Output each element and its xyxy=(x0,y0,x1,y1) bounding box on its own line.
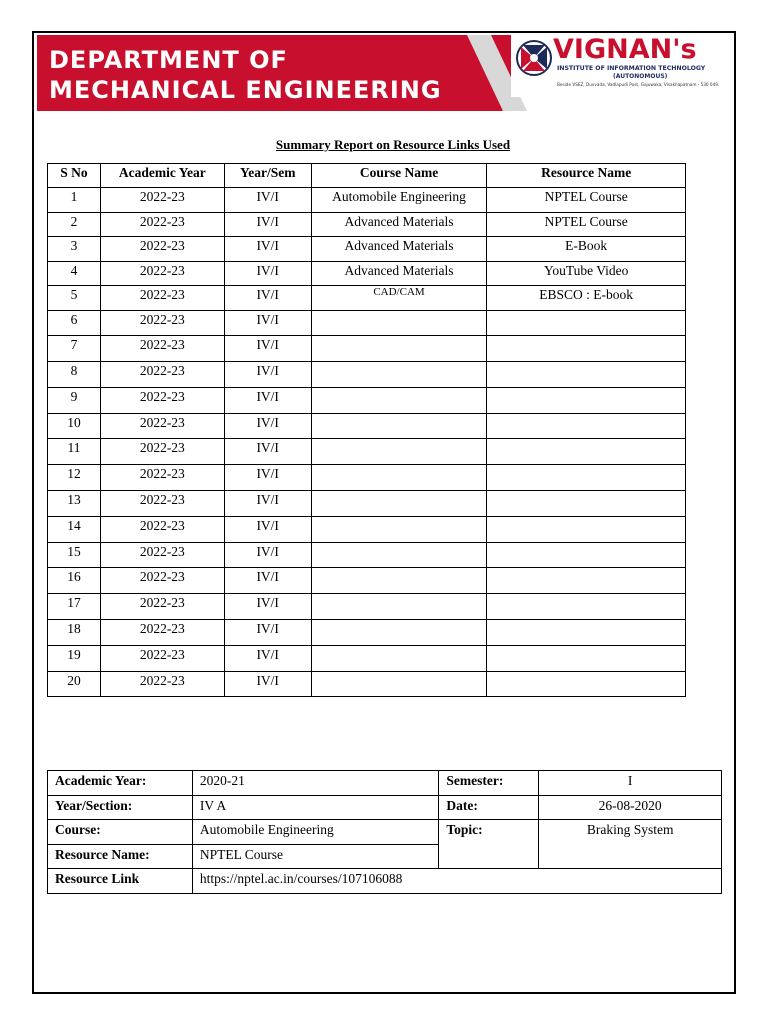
institute-name: VIGNAN's xyxy=(553,35,697,65)
cell-resource-name: NPTEL Course xyxy=(487,212,686,237)
cell-resource-name xyxy=(487,594,686,620)
cell-academic-year: 2022-23 xyxy=(100,645,224,671)
table-row xyxy=(48,261,686,286)
cell-course-name xyxy=(311,465,487,491)
year-section-value: IV A xyxy=(192,795,439,820)
cell-academic-year: 2022-23 xyxy=(100,465,224,491)
resource-info-table xyxy=(47,770,722,894)
cell-academic-year: 2022-23 xyxy=(100,237,224,262)
cell-resource-name xyxy=(487,387,686,413)
cell-resource-name xyxy=(487,542,686,568)
course-value: Automobile Engineering xyxy=(192,820,439,845)
resource-link-label: Resource Link xyxy=(48,869,193,894)
table-row xyxy=(48,465,686,491)
cell-resource-name: EBSCO : E-book xyxy=(487,286,686,311)
semester-label: Semester: xyxy=(439,771,539,796)
header-academic-year: Academic Year xyxy=(100,164,224,188)
cell-course-name: Advanced Materials xyxy=(311,261,487,286)
cell-sno: 9 xyxy=(48,387,101,413)
table-row xyxy=(48,620,686,646)
cell-year-sem: IV/I xyxy=(224,261,311,286)
table-row xyxy=(48,362,686,388)
cell-year-sem: IV/I xyxy=(224,188,311,213)
course-label: Course: xyxy=(48,820,193,845)
cell-resource-name: NPTEL Course xyxy=(487,188,686,213)
cell-academic-year: 2022-23 xyxy=(100,413,224,439)
cell-academic-year: 2022-23 xyxy=(100,310,224,336)
cell-sno: 6 xyxy=(48,310,101,336)
header-course-name: Course Name xyxy=(311,164,487,188)
cell-sno: 10 xyxy=(48,413,101,439)
cell-sno: 13 xyxy=(48,491,101,517)
cell-course-name xyxy=(311,491,487,517)
resource-name-label: Resource Name: xyxy=(48,844,193,869)
cell-academic-year: 2022-23 xyxy=(100,491,224,517)
cell-course-name xyxy=(311,594,487,620)
academic-year-value: 2020-21 xyxy=(192,771,439,796)
cell-sno: 7 xyxy=(48,336,101,362)
cell-year-sem: IV/I xyxy=(224,387,311,413)
table-row xyxy=(48,413,686,439)
resource-link-value[interactable]: https://nptel.ac.in/courses/107106088 xyxy=(192,869,721,894)
cell-academic-year: 2022-23 xyxy=(100,188,224,213)
cell-course-name: Advanced Materials xyxy=(311,237,487,262)
table-row xyxy=(48,188,686,213)
info-row xyxy=(48,795,722,820)
cell-year-sem: IV/I xyxy=(224,516,311,542)
cell-sno: 17 xyxy=(48,594,101,620)
cell-sno: 8 xyxy=(48,362,101,388)
cell-academic-year: 2022-23 xyxy=(100,387,224,413)
resource-summary-table xyxy=(47,163,686,697)
cell-year-sem: IV/I xyxy=(224,594,311,620)
semester-value: I xyxy=(539,771,722,796)
cell-year-sem: IV/I xyxy=(224,568,311,594)
cell-academic-year: 2022-23 xyxy=(100,671,224,697)
date-value: 26-08-2020 xyxy=(539,795,722,820)
institute-emblem-icon xyxy=(515,39,553,77)
cell-year-sem: IV/I xyxy=(224,671,311,697)
year-section-label: Year/Section: xyxy=(48,795,193,820)
cell-academic-year: 2022-23 xyxy=(100,439,224,465)
cell-academic-year: 2022-23 xyxy=(100,212,224,237)
table-row xyxy=(48,439,686,465)
cell-sno: 16 xyxy=(48,568,101,594)
table-row xyxy=(48,491,686,517)
cell-year-sem: IV/I xyxy=(224,620,311,646)
cell-year-sem: IV/I xyxy=(224,212,311,237)
cell-course-name xyxy=(311,516,487,542)
cell-course-name xyxy=(311,542,487,568)
date-label: Date: xyxy=(439,795,539,820)
cell-academic-year: 2022-23 xyxy=(100,620,224,646)
cell-sno: 14 xyxy=(48,516,101,542)
cell-course-name: Automobile Engineering xyxy=(311,188,487,213)
header-resource-name: Resource Name xyxy=(487,164,686,188)
cell-resource-name xyxy=(487,671,686,697)
cell-academic-year: 2022-23 xyxy=(100,568,224,594)
info-row xyxy=(48,820,722,845)
cell-resource-name xyxy=(487,362,686,388)
cell-resource-name xyxy=(487,620,686,646)
table-row xyxy=(48,516,686,542)
institute-subtitle: INSTITUTE OF INFORMATION TECHNOLOGY xyxy=(557,65,706,72)
cell-sno: 20 xyxy=(48,671,101,697)
cell-sno: 15 xyxy=(48,542,101,568)
table-row xyxy=(48,671,686,697)
header-sno: S No xyxy=(48,164,101,188)
department-banner xyxy=(37,35,727,111)
cell-sno: 5 xyxy=(48,286,101,311)
cell-course-name xyxy=(311,568,487,594)
cell-course-name xyxy=(311,336,487,362)
cell-year-sem: IV/I xyxy=(224,362,311,388)
table-row xyxy=(48,336,686,362)
cell-sno: 4 xyxy=(48,261,101,286)
cell-resource-name: E-Book xyxy=(487,237,686,262)
table-row xyxy=(48,542,686,568)
cell-course-name xyxy=(311,310,487,336)
report-title: Summary Report on Resource Links Used xyxy=(275,137,511,152)
cell-resource-name xyxy=(487,310,686,336)
table-row xyxy=(48,286,686,311)
info-row xyxy=(48,869,722,894)
cell-year-sem: IV/I xyxy=(224,465,311,491)
institute-logo xyxy=(511,35,727,97)
department-title-line2: MECHANICAL ENGINEERING xyxy=(49,76,442,104)
table-row xyxy=(48,645,686,671)
topic-value: Braking System xyxy=(539,820,722,869)
table-row xyxy=(48,212,686,237)
cell-resource-name xyxy=(487,516,686,542)
cell-sno: 2 xyxy=(48,212,101,237)
cell-sno: 19 xyxy=(48,645,101,671)
cell-resource-name xyxy=(487,465,686,491)
cell-academic-year: 2022-23 xyxy=(100,594,224,620)
info-row xyxy=(48,771,722,796)
table-row xyxy=(48,237,686,262)
cell-course-name: Advanced Materials xyxy=(311,212,487,237)
cell-year-sem: IV/I xyxy=(224,310,311,336)
cell-sno: 11 xyxy=(48,439,101,465)
topic-label: Topic: xyxy=(439,820,539,869)
cell-sno: 18 xyxy=(48,620,101,646)
table-row xyxy=(48,387,686,413)
cell-resource-name xyxy=(487,568,686,594)
resource-name-value: NPTEL Course xyxy=(192,844,439,869)
cell-course-name: CAD/CAM xyxy=(311,286,487,311)
cell-year-sem: IV/I xyxy=(224,439,311,465)
cell-sno: 3 xyxy=(48,237,101,262)
cell-course-name xyxy=(311,413,487,439)
cell-course-name xyxy=(311,645,487,671)
cell-year-sem: IV/I xyxy=(224,413,311,439)
institute-autonomous: (AUTONOMOUS) xyxy=(613,73,668,80)
cell-year-sem: IV/I xyxy=(224,237,311,262)
cell-academic-year: 2022-23 xyxy=(100,261,224,286)
cell-year-sem: IV/I xyxy=(224,286,311,311)
cell-resource-name xyxy=(487,645,686,671)
cell-resource-name xyxy=(487,439,686,465)
cell-year-sem: IV/I xyxy=(224,645,311,671)
cell-academic-year: 2022-23 xyxy=(100,336,224,362)
cell-academic-year: 2022-23 xyxy=(100,516,224,542)
cell-course-name xyxy=(311,439,487,465)
department-title xyxy=(49,45,469,105)
cell-course-name xyxy=(311,671,487,697)
header-year-sem: Year/Sem xyxy=(224,164,311,188)
cell-sno: 12 xyxy=(48,465,101,491)
cell-year-sem: IV/I xyxy=(224,336,311,362)
cell-resource-name xyxy=(487,336,686,362)
table-row xyxy=(48,594,686,620)
cell-academic-year: 2022-23 xyxy=(100,542,224,568)
cell-year-sem: IV/I xyxy=(224,491,311,517)
cell-course-name xyxy=(311,387,487,413)
cell-resource-name xyxy=(487,413,686,439)
department-title-line1: DEPARTMENT OF xyxy=(49,46,288,74)
table-header-row xyxy=(48,164,686,188)
table-row xyxy=(48,310,686,336)
institute-address: Beside VSEZ, Duvvada, Vadlapudi Post, Gajuwaka, Visakhapatnam - 530 049. xyxy=(557,82,720,87)
cell-course-name xyxy=(311,362,487,388)
cell-course-name xyxy=(311,620,487,646)
cell-academic-year: 2022-23 xyxy=(100,286,224,311)
academic-year-label: Academic Year: xyxy=(48,771,193,796)
cell-resource-name xyxy=(487,491,686,517)
cell-sno: 1 xyxy=(48,188,101,213)
table-row xyxy=(48,568,686,594)
cell-year-sem: IV/I xyxy=(224,542,311,568)
cell-resource-name: YouTube Video xyxy=(487,261,686,286)
cell-academic-year: 2022-23 xyxy=(100,362,224,388)
